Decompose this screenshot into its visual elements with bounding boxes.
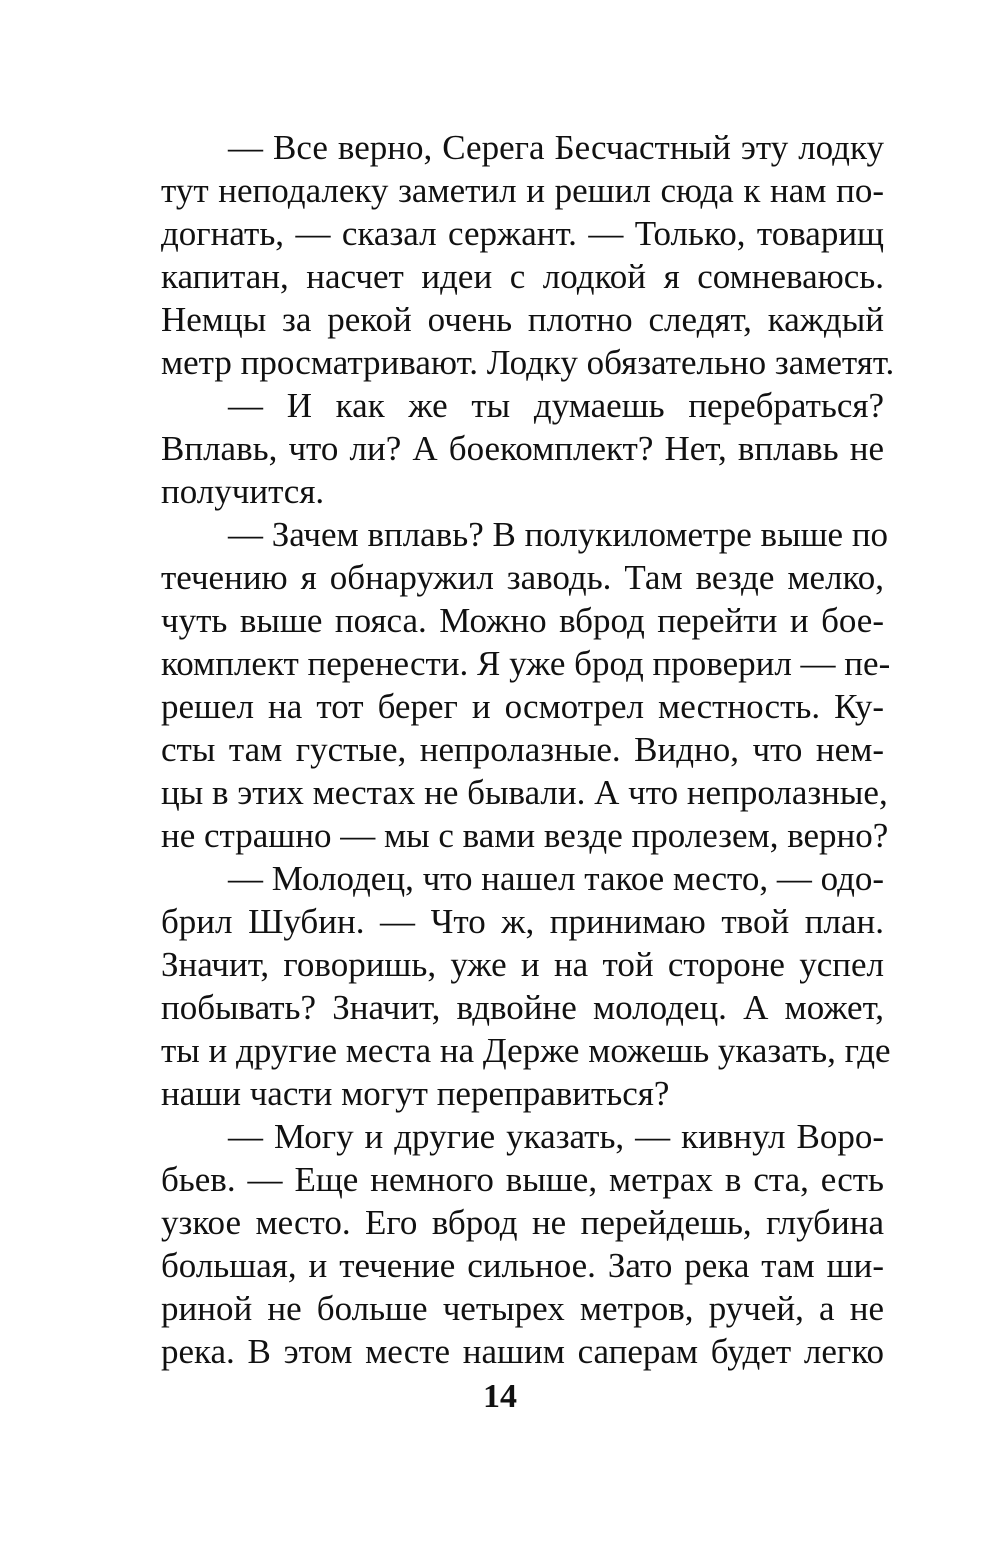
text-line: Значит, говоришь, уже и на той стороне успел bbox=[161, 945, 884, 984]
text-line: — Молодец, что нашел такое место, — одо- bbox=[228, 859, 885, 898]
text-line: большая, и течение сильное. Зато река там ши- bbox=[161, 1246, 884, 1285]
text-line: решел на тот берег и осмотрел местность. Ку- bbox=[161, 687, 884, 726]
text-line: метр просматривают. Лодку обязательно заметят. bbox=[161, 343, 895, 382]
page-number: 14 bbox=[483, 1378, 517, 1415]
text-line: сты там густые, непролазные. Видно, что нем- bbox=[161, 730, 884, 769]
text-line: течению я обнаружил заводь. Там везде мелко, bbox=[161, 558, 884, 597]
text-line: риной не больше четырех метров, ручей, а не bbox=[161, 1289, 884, 1328]
text-line: река. В этом месте нашим саперам будет легко bbox=[161, 1332, 884, 1371]
text-line: Немцы за рекой очень плотно следят, каждый bbox=[161, 300, 884, 339]
text-line: не страшно — мы с вами везде пролезем, верно? bbox=[161, 816, 889, 855]
text-line: узкое место. Его вброд не перейдешь, глубина bbox=[161, 1203, 884, 1242]
text-line: тут неподалеку заметил и решил сюда к нам по- bbox=[161, 171, 884, 210]
text-line: Вплавь, что ли? А боекомплект? Нет, вплавь не bbox=[161, 429, 884, 468]
text-line: капитан, насчет идеи с лодкой я сомневаюсь. bbox=[161, 257, 884, 296]
text-line: получится. bbox=[161, 472, 325, 511]
text-line: побывать? Значит, вдвойне молодец. А может, bbox=[161, 988, 884, 1027]
text-line: — И как же ты думаешь перебраться? bbox=[228, 386, 884, 425]
text-line: ты и другие места на Держе можешь указать, где bbox=[161, 1031, 891, 1070]
text-line: комплект перенести. Я уже брод проверил — пе- bbox=[161, 644, 891, 683]
text-line: — Зачем вплавь? В полукилометре выше по bbox=[228, 515, 889, 554]
text-line: — Могу и другие указать, — кивнул Воро- bbox=[228, 1117, 884, 1156]
text-line: брил Шубин. — Что ж, принимаю твой план. bbox=[161, 902, 884, 941]
text-line: цы в этих местах не бывали. А что непролазные, bbox=[161, 773, 888, 812]
text-line: догнать, — сказал сержант. — Только, товарищ bbox=[161, 214, 884, 253]
text-line: чуть выше пояса. Можно вброд перейти и бое- bbox=[161, 601, 884, 640]
text-line: наши части могут переправиться? bbox=[161, 1074, 670, 1113]
text-line: — Все верно, Серега Бесчастный эту лодку bbox=[228, 128, 884, 167]
text-line: бьев. — Еще немного выше, метрах в ста, есть bbox=[161, 1160, 884, 1199]
